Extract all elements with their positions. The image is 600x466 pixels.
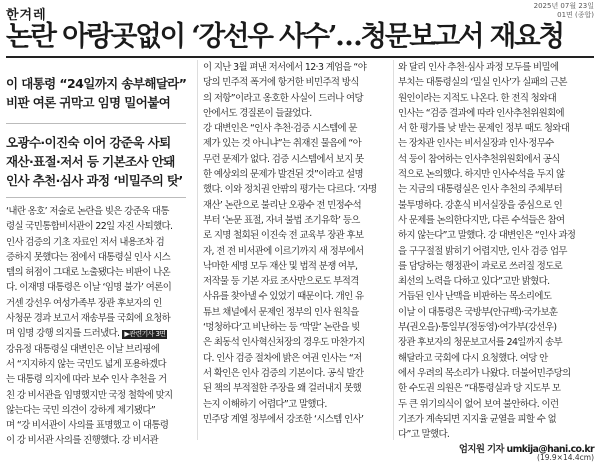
body-line: 당의 민주적 폭거에 항거한 비민주적 방식 [203,77,359,89]
body-line: 기조가 계속되면 지지율 균열을 피할 수 없 [398,413,557,425]
newspaper-masthead: 한겨레 [6,8,47,23]
column-divider [197,60,198,440]
body-line: 다. 이재명 대통령은 이날 ‘임명 불가’ 여론이 [6,282,172,294]
body-line: 는 지금의 대통령실은 인사 추천의 주체부터 [398,184,563,196]
article-column-2 [203,60,391,427]
issue-date: 2025년 07월 23일 [533,2,594,10]
body-line: 않는다는 국민 의견이 강하게 제기됐다” [6,404,156,416]
body-text: 며 임명 강행 의지를 드러냈다. [6,328,120,340]
body-line: 증하지 못했다는 점에서 대통령실 인사 시스 [6,251,171,263]
body-line [6,326,192,341]
body-line: 서 확인은 인사 검증의 기본이다. 공식 발간 [203,367,364,379]
body-line: 석 등이 참여하는 인사추천위원회에서 공식 [398,153,560,165]
body-line: 사유를 찾아낼 수 있었기 때문이다. 개인 유 [203,291,364,303]
body-line: 강유정 대통령실 대변인은 이날 브리핑에 [6,343,160,355]
body-line: 로 지명 철회된 이진숙 전 교육부 장관 후보 [203,230,364,242]
body-line: 제가 있는 것 아니냐”는 취재진 물음에 “아 [203,138,362,150]
body-line: 부(권오을)·통일부(정동영)·여가부(강선우) [398,322,557,334]
body-line: ‘멍청하다’고 비난하는 등 ‘막말’ 논란을 빚 [203,322,360,334]
dateline [534,2,594,20]
body-line: 부치는 대통령실의 ‘밀실 인사’가 실패의 근본 [398,77,567,89]
body-line: 서 “지지하지 않는 국민도 넓게 포용하겠다 [6,358,166,370]
body-line: ‘내란 옹호’ 저술로 논란을 빚은 강준욱 대통 [6,206,169,217]
body-line: 친 강 비서관을 임명했지만 국정 철학에 맞지 [6,389,173,401]
body-line: 인사 검증의 기초 자료인 저서 내용조차 검 [6,236,165,248]
body-line: 강 대변인은 “인사 추천·검증 시스템에 문 [203,123,357,135]
body-line: 저작물 등 기본 자료 조사만으로도 부적격 [203,276,359,288]
headline-rule [6,56,594,58]
article-column-1 [6,204,192,449]
body-line: 장관 후보자의 청문보고서를 24일까지 송부 [398,337,563,349]
subhead-line: 인사 추천·심사 과정 ‘비밀주의 탓’ [6,173,183,188]
body-line: 재산’ 논란으로 불리난 오광수 전 민정수석 [203,199,362,211]
subhead-block-2 [6,133,186,190]
body-line: 는 대통령 의지에 따라 보수 인사 추천을 거 [6,374,167,386]
headline: 논란 아랑곳없이 ‘강선우 사수’…청문보고서 재요청 [6,20,563,52]
body-line: 의 저항”이라고 옹호한 사실이 드러나 여당 [203,92,363,104]
body-line: 사 문제를 논의한다지만, 다른 수석들은 참여 [398,214,565,226]
body-line: 은 최동석 인사혁신처장의 경우도 마찬가지 [203,337,365,349]
subhead-block-1 [6,74,186,112]
related-article-ref: ▶관련기사 3면 [124,330,166,339]
subhead-divider [6,197,186,198]
body-line: 최선의 노력을 다하고 있다”고만 밝혔다. [398,276,550,288]
body-line: 인사는 “검증 결과에 따라 인사추천위원회에 [398,107,564,119]
subhead-line: 오광수·이진숙 이어 강준욱 사퇴 [6,135,171,150]
body-line: 한 수도권 의원은 “대통령실과 당 지도부 모 [398,383,561,395]
body-line: 을 구구절절 밝히기 어렵지만, 인사 검증 업무 [398,245,567,257]
body-line: 는지 이해하기 어렵다”고 말했다. [203,398,327,410]
column-divider [393,60,394,440]
body-line: 불투명하다. 강훈식 비서실장을 중심으로 인 [398,199,563,211]
body-line: 부터 ‘논문 표절, 자녀 불법 조기유학’ 등으 [203,214,360,226]
body-line: 며 “강 비서관이 사의를 표명했고 이 대통령 [6,420,169,432]
page-number: 01면 (종합) [557,11,594,19]
body-line: 무런 문제가 없다. 검증 시스템에서 보지 못 [203,153,364,165]
body-line: 에서 우려의 목소리가 나왔다. 더불어민주당의 [398,367,571,379]
body-line: 서 한 평가를 낮 받는 문제인 정부 때도 청와대 [398,123,570,135]
body-line: 이 지난 3월 펴낸 저서에서 12·3 계엄을 “야 [203,62,367,73]
body-line: 이 강 비서관 사의를 진행했다. 강 비서관 [6,435,158,447]
body-line: 된 책의 부적절한 주장을 왜 걸러내지 못했 [203,383,362,395]
body-line: 해달라고 국회에 다시 요청했다. 여당 안 [398,352,548,364]
body-line: 를 담당하는 행정관이 과로로 쓰러질 정도로 [398,260,563,272]
body-line: 두 큰 위기의식이 없어 보여 불안하다. 이런 [398,398,559,410]
body-line: 하지 않는다”고 말했다. 강 대변인은 “인사 과정 [398,230,576,242]
body-line: 사청문 경과 보고서 재송부를 국회에 요청하 [6,313,171,325]
body-line: 이날 이 대통령은 국방부(안규백)·국가보훈 [398,306,558,318]
body-line: 적으로 논의했다. 하지만 인사수석을 두지 않 [398,169,565,181]
subhead-line: 이 대통령 “24일까지 송부해달라” [6,76,187,91]
subhead-divider [6,123,186,124]
body-line: 원인이라는 지적도 나온다. 한 전직 청와대 [398,92,557,104]
byline: 엄지원 기자 umkija@hani.co.kr [458,444,594,456]
body-line: 민주당 계열 정부에서 강조한 ‘시스템 인사’ [203,413,364,425]
subhead-line: 재산·표절·저서 등 기본조사 안돼 [6,154,175,169]
body-line: 안에서도 경질론이 들끓었다. [203,107,312,119]
body-line: 했다. 이와 정치권 안팎의 평가는 다르다. ‘자명 [203,184,377,196]
body-line: 령실 국민통합비서관이 22일 자진 사퇴했다. [6,221,173,233]
clipping-size-note: (19.9×14.4cm) [537,453,594,462]
body-line: 한 예상외의 문제가 발견된 것”이라고 설명 [203,169,363,181]
body-line: 는 장차관 인사는 비서실장과 인사·정무수 [398,138,554,150]
article-column-3 [398,60,594,458]
body-line: 거센 강선우 여성가족부 장관 후보자의 인 [6,297,162,309]
subhead-line: 비판 여론 귀막고 임명 밀어붙여 [6,95,171,110]
body-line: 와 달리 인사 추천·심사 과정 모두를 비밀에 [398,62,559,73]
body-line: 자, 전 전 비서관에 이르기까지 새 정부에서 [203,245,364,257]
body-line: 거듭된 인사 난맥을 비판하는 목소리에도 [398,291,552,303]
body-line: 낙마한 세명 모두 재산 및 법적 분쟁 여부, [203,260,358,272]
body-line: 다. 인사 검증 절차에 밝은 여권 인사는 “저 [203,352,362,364]
body-line: 템의 허점이 그대로 노출됐다는 비판이 나온 [6,267,171,279]
body-line: 튜브 채널에서 문제인 정부의 인사 원칙을 [203,306,359,318]
body-line: 다”고 말했다. [398,429,450,441]
